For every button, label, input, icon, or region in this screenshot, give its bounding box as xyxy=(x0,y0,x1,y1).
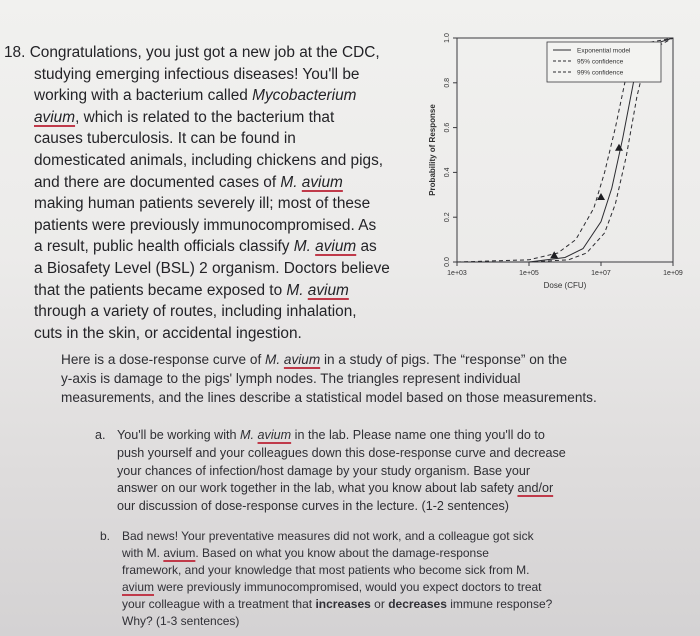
part-b-line: with M. xyxy=(122,546,164,560)
question-line: cuts in the skin, or accidental ingestion. xyxy=(34,324,302,342)
species-name: M. xyxy=(280,173,302,191)
species-name: avium xyxy=(283,352,321,367)
x-tick-label: 1e+07 xyxy=(591,270,611,277)
part-a-line: our discussion of dose-response curves in the lecture. (1-2 sentences) xyxy=(117,499,510,514)
y-tick-label: 0.8 xyxy=(444,77,451,88)
intro-line: measurements, and the lines describe a statistical model based on those measurements. xyxy=(61,390,597,405)
x-tick-label: 1e+05 xyxy=(519,270,539,277)
question-number: 18. xyxy=(4,44,26,61)
part-a-line: in the lab. Please name one thing you'll do to xyxy=(291,428,545,442)
question-line: a result, public health officials classify xyxy=(34,238,294,256)
species-name: Mycobacterium xyxy=(252,87,357,105)
question-line: as xyxy=(356,238,377,256)
part-a-line: push yourself and your colleagues down this dose-response curve and decrease xyxy=(117,445,566,460)
species-name: M. xyxy=(286,281,308,299)
y-tick-label: 1.0 xyxy=(444,33,451,43)
part-a-line: You'll be working with xyxy=(117,428,241,442)
x-axis-label: Dose (CFU) xyxy=(543,281,587,290)
part-b-label: b. xyxy=(100,529,111,543)
species-name: avium xyxy=(34,108,76,126)
question-18-text xyxy=(4,42,404,344)
intro-line: in a study of pigs. The “response” on the xyxy=(320,352,568,367)
question-line: that the patients became exposed to xyxy=(34,281,287,299)
chart-description xyxy=(61,350,671,407)
question-line: and there are documented cases of xyxy=(34,173,281,191)
part-b-line: immune response? xyxy=(446,597,553,611)
species-name: avium xyxy=(163,546,196,560)
intro-line: y-axis is damage to the pigs' lymph nodes. The triangles represent individual xyxy=(61,371,521,386)
species-name: avium xyxy=(301,173,343,191)
species-name: M. xyxy=(293,238,316,256)
question-line: patients were previously immunocompromised. As xyxy=(34,216,377,234)
part-a-line: and/or xyxy=(517,481,554,496)
part-a-line: answer on our work together in the lab, what you know about lab safety xyxy=(117,481,518,496)
part-b-line: Bad news! Your preventative measures did not work, and a colleague got sick xyxy=(122,529,534,543)
question-line: working with a bacterium called xyxy=(34,87,253,105)
question-line: , which is related to the bacterium that xyxy=(75,108,335,126)
x-tick-label: 1e+09 xyxy=(663,270,683,277)
data-point-triangle xyxy=(615,144,623,151)
emphasis-decreases: decreases xyxy=(388,597,447,611)
part-b xyxy=(100,528,660,630)
part-b-line: your colleague with a treatment that xyxy=(122,597,316,611)
question-line: Congratulations, you just got a new job at the CDC, xyxy=(29,44,380,61)
dose-response-chart xyxy=(425,30,683,305)
part-b-line: were previously immunocompromised, would you expect doctors to treat xyxy=(154,580,542,594)
question-line: making human patients severely ill; most of these xyxy=(34,195,371,213)
part-b-line: or xyxy=(370,597,389,611)
part-b-line: . Based on what you know about the damage-response xyxy=(195,546,489,560)
species-name: M. xyxy=(240,428,258,442)
part-b-line: framework, and your knowledge that most patients who become sick from M. xyxy=(122,563,530,577)
question-line: through a variety of routes, including inhalation, xyxy=(34,303,357,321)
question-line: domesticated animals, including chickens and pigs, xyxy=(34,151,384,169)
species-name: avium xyxy=(122,580,155,594)
intro-line: Here is a dose-response curve of xyxy=(61,352,266,367)
y-tick-label: 0.4 xyxy=(444,167,451,178)
question-line: a Biosafety Level (BSL) 2 organism. Doctors believe xyxy=(34,259,390,277)
y-axis-label: Probability of Response xyxy=(428,104,437,196)
y-tick-label: 0.6 xyxy=(444,122,451,133)
y-tick-label: 0.0 xyxy=(444,257,451,267)
legend-label: 99% confidence xyxy=(577,69,624,77)
species-name: avium xyxy=(257,428,292,442)
chart-svg xyxy=(425,30,683,305)
species-name: avium xyxy=(315,238,357,256)
part-a-label: a. xyxy=(95,428,106,442)
part-a xyxy=(95,427,655,516)
species-name: M. xyxy=(265,352,284,367)
legend-label: Exponential model xyxy=(577,47,631,55)
emphasis-increases: increases xyxy=(315,597,371,611)
x-tick-label: 1e+03 xyxy=(447,270,467,277)
legend-label: 95% confidence xyxy=(577,58,624,66)
question-line: studying emerging infectious diseases! You'll be xyxy=(34,65,360,83)
part-b-line: Why? (1-3 sentences) xyxy=(122,614,240,628)
question-line: causes tuberculosis. It can be found in xyxy=(34,130,296,148)
y-tick-label: 0.2 xyxy=(444,212,451,223)
part-a-line: your chances of infection/host damage by your study organism. Base your xyxy=(117,463,531,478)
species-name: avium xyxy=(307,281,349,299)
